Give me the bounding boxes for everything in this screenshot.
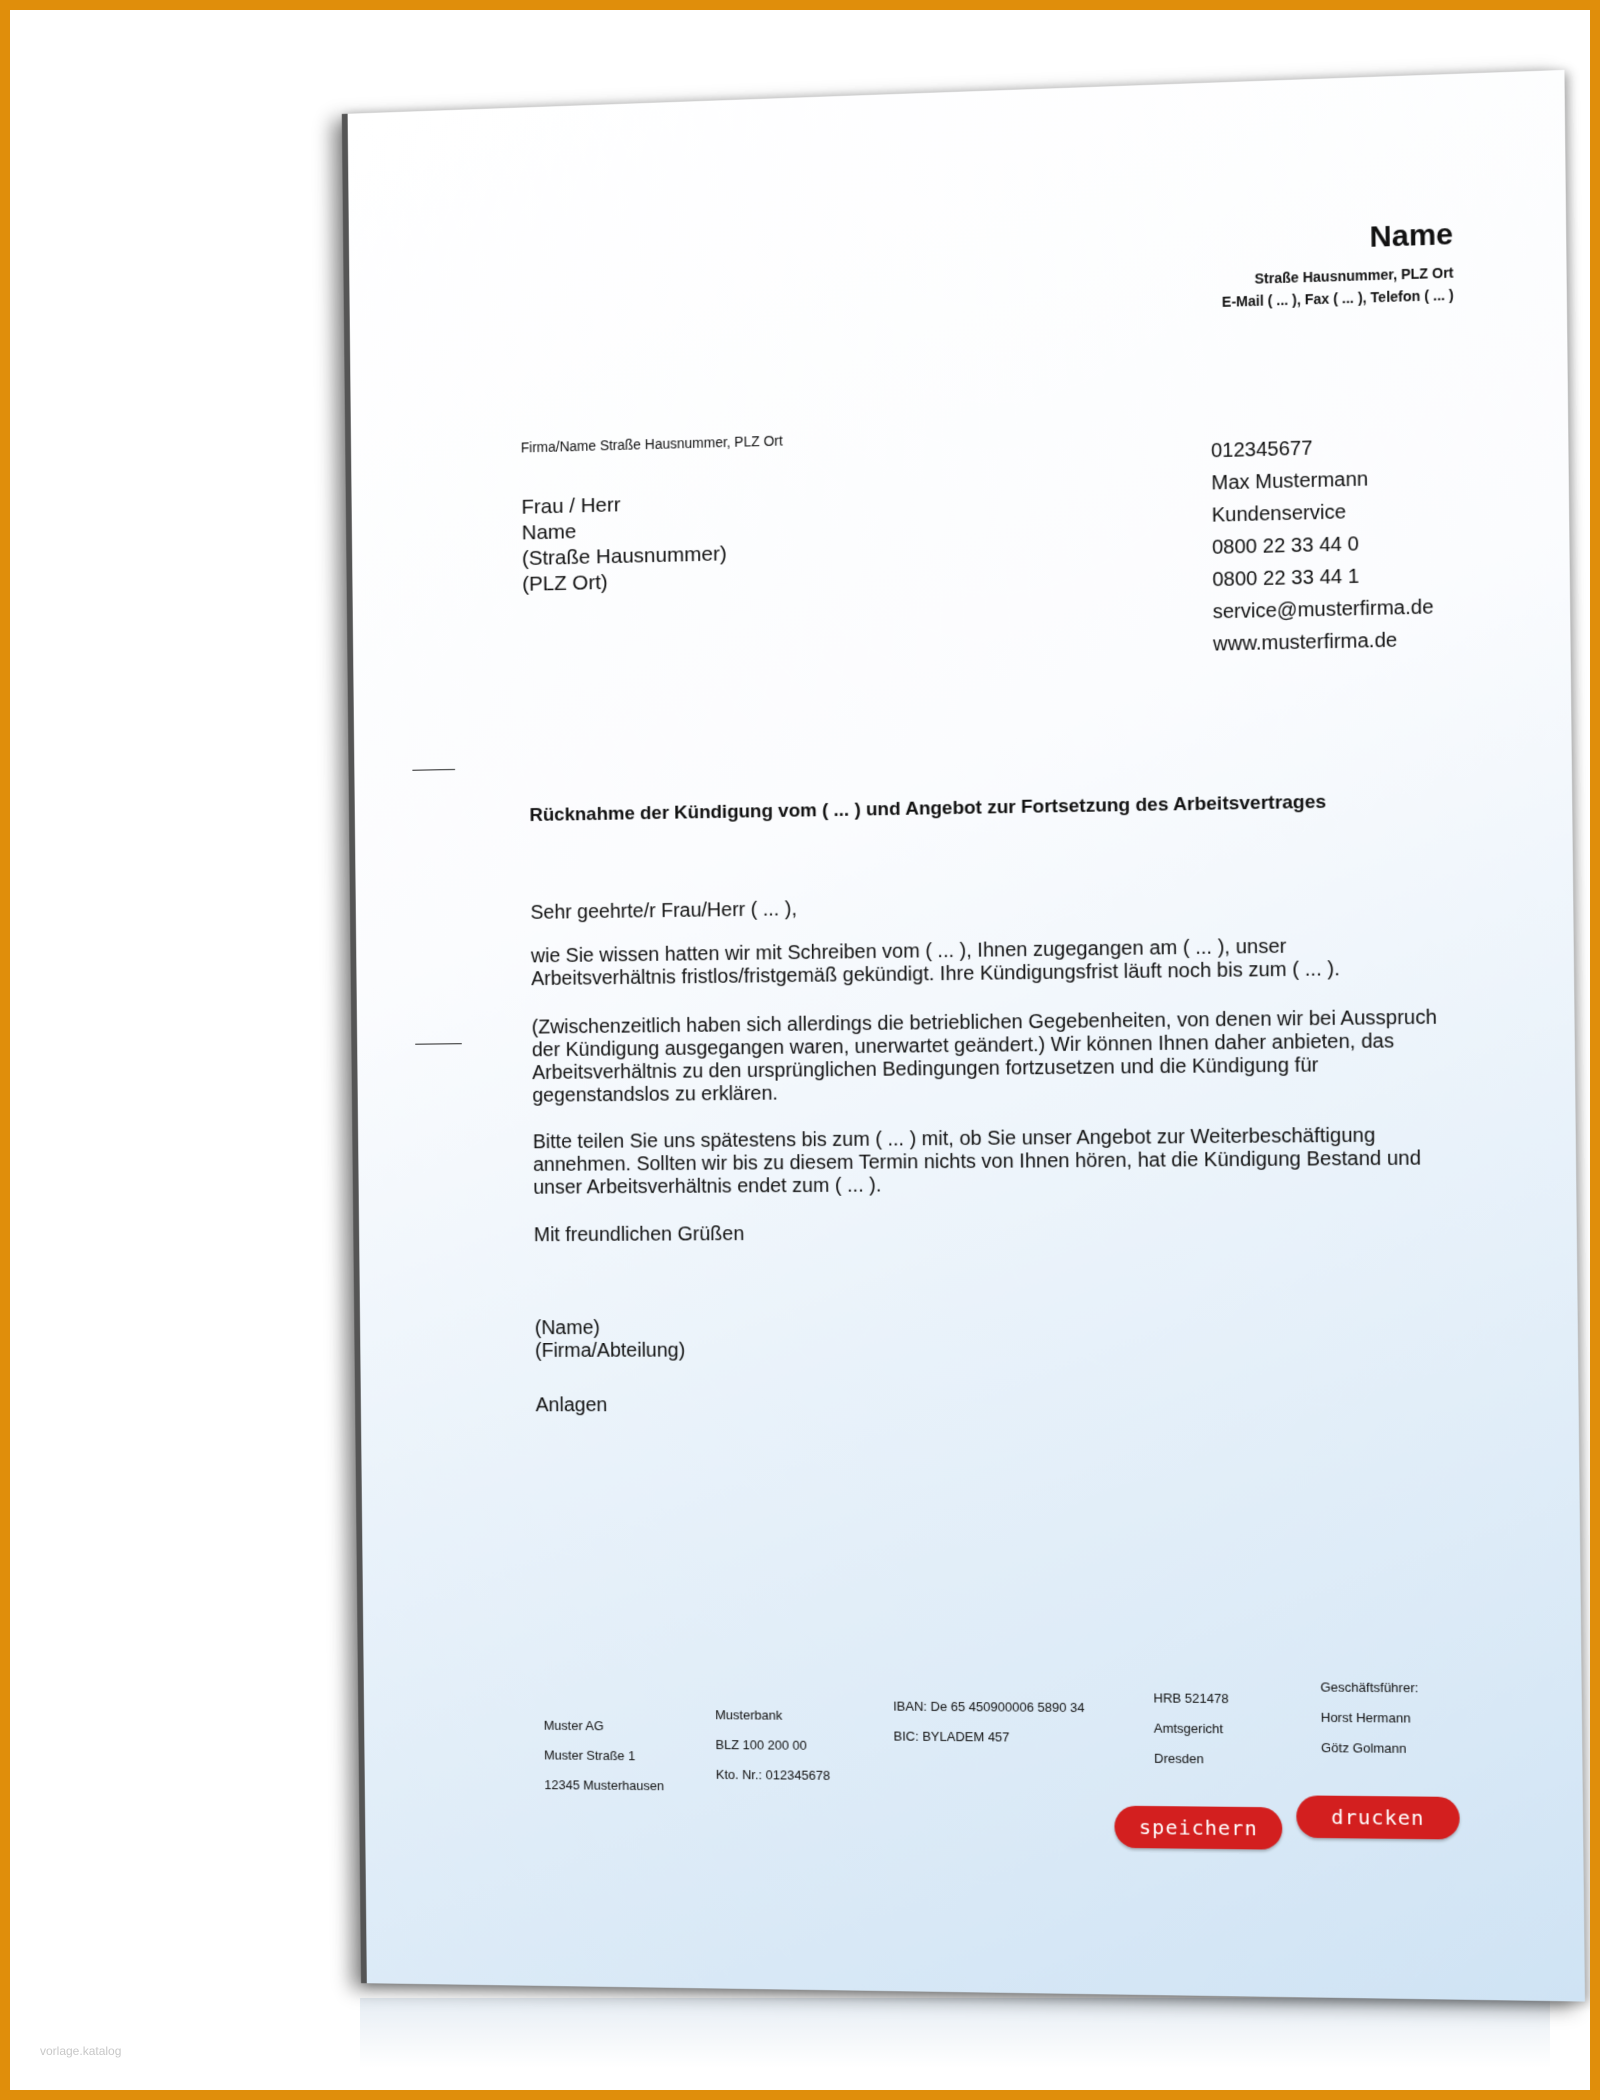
watermark: vorlage.katalog [40, 2044, 122, 2058]
salutation: Sehr geehrte/r Frau/Herr ( ... ), [530, 898, 797, 924]
recipient-line: Name [521, 520, 577, 545]
paragraph: Bitte teilen Sie uns spätestens bis zum ( ... ) mit, ob Sie unser Angebot zur Weiterbeschäftigung annehmen. Sollten wir bis zu diesem Termin nichts von Ihnen hören, hat die Kündigung Bestand und unser Arbeitsverhältnis endet zum ( ... ). [532, 1124, 1422, 1199]
email: service@musterfirma.de [1212, 596, 1434, 624]
footer-line: Geschäftsführer: [1320, 1679, 1419, 1696]
footer-line: Götz Golmann [1320, 1740, 1407, 1756]
footer-line: Dresden [1153, 1750, 1204, 1767]
footer-line: Kto. Nr.: 012345678 [715, 1766, 831, 1783]
footer-line: BLZ 100 200 00 [715, 1737, 807, 1753]
recipient-line: (PLZ Ort) [522, 571, 608, 596]
recipient-line: (Straße Hausnummer) [521, 542, 727, 571]
reference-number: 012345677 [1210, 437, 1313, 463]
footer-line: BIC: BYLADEM 457 [893, 1728, 1010, 1745]
footer-line: HRB 521478 [1153, 1690, 1229, 1707]
footer-iban [893, 1692, 1085, 1754]
letter-subject: Rücknahme der Kündigung vom ( ... ) und Angebot zur Fortsetzung des Arbeitsvertrages [529, 791, 1327, 826]
signature-department: (Firma/Abteilung) [534, 1339, 686, 1362]
footer-management [1320, 1672, 1419, 1764]
document-page [342, 70, 1585, 2002]
footer-line: Muster AG [543, 1717, 604, 1734]
letterhead-contact: E-Mail ( ... ), Fax ( ... ), Telefon ( ... ) [1221, 286, 1454, 310]
letterhead-address: Straße Hausnummer, PLZ Ort [1254, 264, 1454, 287]
website: www.musterfirma.de [1212, 629, 1398, 656]
letterhead-name: Name [1369, 217, 1454, 254]
footer-line: Musterbank [715, 1707, 783, 1723]
signature-block [535, 1314, 1445, 1362]
footer-company [544, 1711, 664, 1801]
footer-bank [715, 1700, 830, 1791]
print-button[interactable]: drucken [1296, 1795, 1460, 1839]
fold-mark [415, 1043, 462, 1044]
footer-line: 12345 Musterhausen [544, 1777, 665, 1794]
footer-line: Muster Straße 1 [544, 1747, 636, 1764]
save-button[interactable]: speichern [1114, 1806, 1282, 1850]
footer-line: IBAN: De 65 450900006 5890 34 [893, 1698, 1085, 1716]
info-block [1211, 429, 1434, 660]
department: Kundenservice [1211, 501, 1347, 527]
fold-mark [412, 769, 455, 771]
page-reflection [360, 1998, 1550, 2068]
recipient-address [521, 490, 727, 598]
attachments-label: Anlagen [535, 1394, 608, 1417]
fax: 0800 22 33 44 1 [1212, 565, 1360, 592]
phone: 0800 22 33 44 0 [1211, 533, 1359, 559]
sender-return-line: Firma/Name Straße Hausnummer, PLZ Ort [520, 432, 783, 456]
footer-line: Amtsgericht [1153, 1720, 1224, 1737]
paragraph: wie Sie wissen hatten wir mit Schreiben vom ( ... ), Ihnen zugegangen am ( ... ), unser Arbeitsverhältnis fristlos/fristgemäß gekündigt. Ihre Kündigungsfrist läuft noch bis zum ( ... ). [530, 935, 1340, 991]
recipient-line: Frau / Herr [521, 493, 621, 519]
contact-person: Max Mustermann [1211, 468, 1369, 495]
closing: Mit freundlichen Grüßen [533, 1223, 745, 1247]
footer-line: Horst Hermann [1320, 1709, 1411, 1726]
footer-register [1153, 1683, 1229, 1774]
paragraph: (Zwischenzeitlich haben sich allerdings die betrieblichen Gegebenheiten, von denen wir bei Ausspruch der Kündigung ausgegangen waren, unerwartet geändert.) Wir können Ihnen daher anbieten, das Arbeitsverhältnis zu den ursprünglichen Bedingungen fortzusetzen und die Kündigung für gegenstandslos zu erklären. [531, 1006, 1438, 1107]
signature-name: (Name) [534, 1317, 601, 1340]
